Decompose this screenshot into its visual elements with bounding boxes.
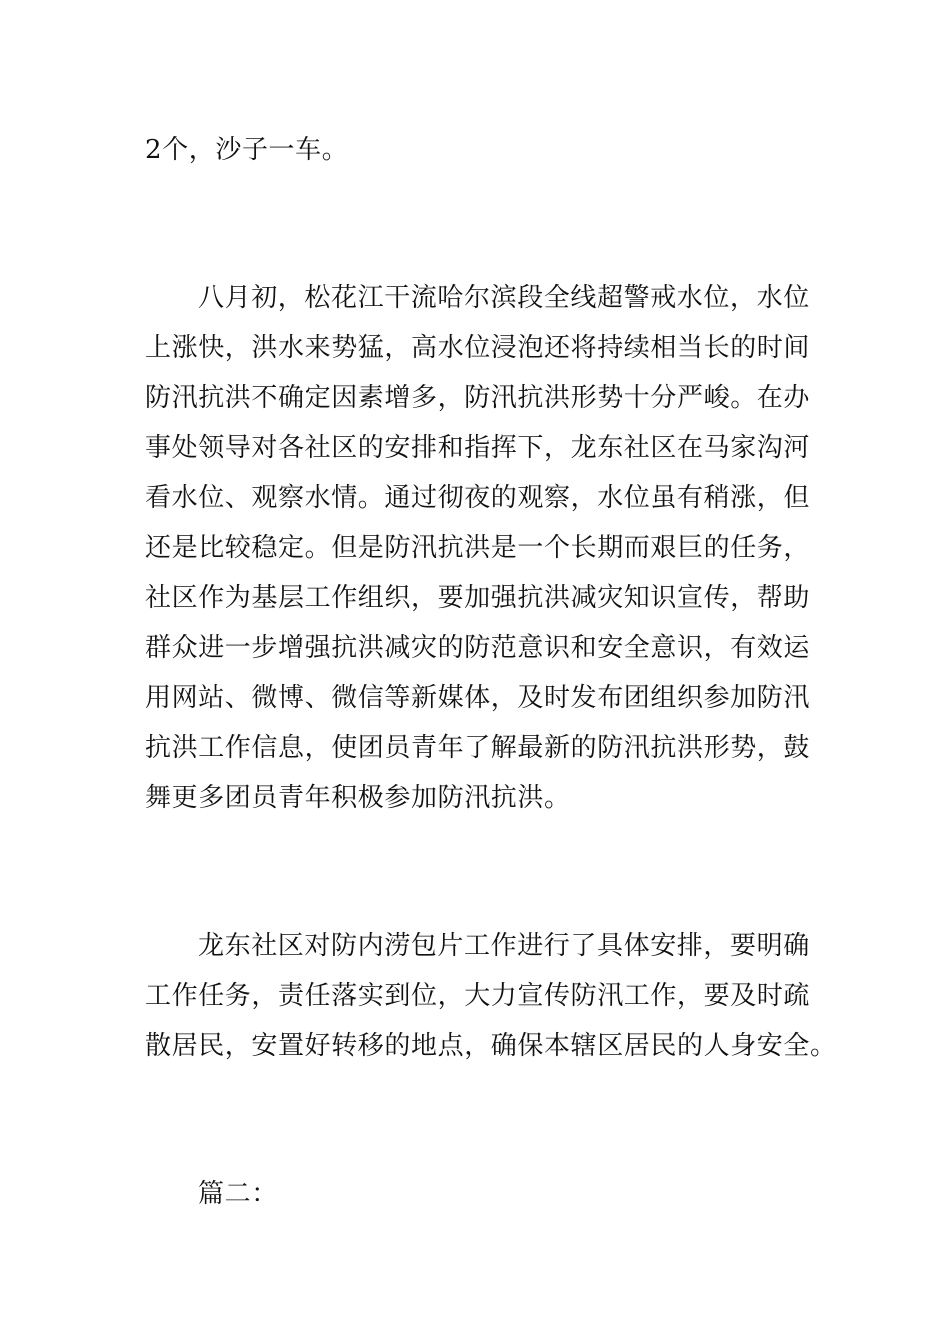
paragraph-2-line: 龙东社区对防内涝包片工作进行了具体安排，要明确	[198, 931, 810, 961]
paragraph-2-line: 工作任务，责任落实到位，大力宣传防汛工作，要及时疏	[145, 981, 811, 1011]
fragment-line: 2个，沙子一车。	[145, 135, 349, 165]
paragraph-1-line: 群众进一步增强抗洪减灾的防范意识和安全意识，有效运	[145, 633, 811, 663]
paragraph-2-line: 散居民，安置好转移的地点，确保本辖区居民的人身安全。	[145, 1031, 837, 1061]
paragraph-1-line: 看水位、观察水情。通过彻夜的观察，水位虽有稍涨，但	[145, 483, 811, 513]
paragraph-1-line: 还是比较稳定。但是防汛抗洪是一个长期而艰巨的任务，	[145, 533, 811, 563]
paragraph-1-line: 事处领导对各社区的安排和指挥下，龙东社区在马家沟河	[145, 433, 811, 463]
paragraph-1-line: 社区作为基层工作组织，要加强抗洪减灾知识宣传，帮助	[145, 583, 811, 613]
paragraph-1-line: 八月初，松花江干流哈尔滨段全线超警戒水位，水位	[198, 283, 810, 313]
paragraph-1-line: 上涨快，洪水来势猛，高水位浸泡还将持续相当长的时间	[145, 333, 811, 363]
paragraph-1-line: 防汛抗洪不确定因素增多，防汛抗洪形势十分严峻。在办	[145, 383, 811, 413]
section-heading: 篇二：	[198, 1179, 278, 1209]
paragraph-1-line: 用网站、微博、微信等新媒体，及时发布团组织参加防汛	[145, 683, 811, 713]
paragraph-1-line: 舞更多团员青年积极参加防汛抗洪。	[145, 783, 571, 813]
paragraph-1-line: 抗洪工作信息，使团员青年了解最新的防汛抗洪形势，鼓	[145, 733, 811, 763]
